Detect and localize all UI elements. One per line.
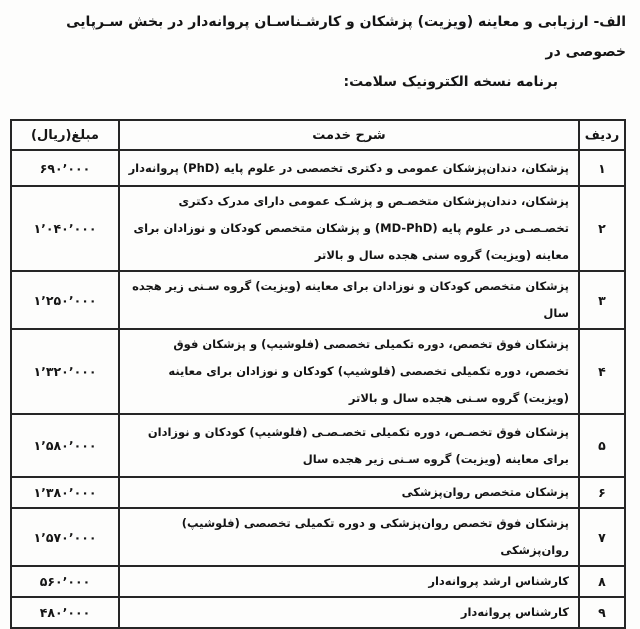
amount-value: ۱٬۵۷۰٬۰۰۰ <box>33 529 97 545</box>
cell-service-description: پزشکان فوق تخصص روان‌پزشکی و دوره تکمیلی تخصصی (فلوشیپ) روان‌پزشکی <box>119 508 579 566</box>
cell-amount <box>11 414 119 477</box>
table-row <box>11 508 625 566</box>
amount-value: ۴۸۰٬۰۰۰ <box>39 605 91 620</box>
cell-amount <box>11 566 119 597</box>
table-row <box>11 414 625 477</box>
table-row <box>11 329 625 414</box>
header-cell-amount: مبلغ(ریال) <box>11 120 119 150</box>
cell-row-number: ۱ <box>579 150 625 186</box>
amount-value: ۱٬۳۸۰٬۰۰۰ <box>33 485 97 500</box>
cell-amount <box>11 329 119 414</box>
tariff-table <box>10 119 626 629</box>
cell-service-description: کارشناس ارشد پروانه‌دار <box>119 566 579 597</box>
cell-amount <box>11 597 119 628</box>
cell-service-description: کارشناس پروانه‌دار <box>119 597 579 628</box>
amount-value: ۱٬۵۸۰٬۰۰۰ <box>33 438 97 453</box>
cell-amount <box>11 271 119 329</box>
table-row <box>11 271 625 329</box>
cell-amount <box>11 477 119 508</box>
cell-row-number: ۵ <box>579 414 625 477</box>
cell-row-number: ۹ <box>579 597 625 628</box>
title-line-1 <box>10 7 626 67</box>
page-title <box>10 7 626 97</box>
title-section-label: الف- <box>593 14 626 30</box>
title-text: ارزیابی و معاینه (ویزیت) پزشکان و کارشـناسـان پروانه‌دار در بخش سـرپایی خصوصی در <box>66 14 626 60</box>
cell-service-description: پزشکان فوق تخصص، دوره تکمیلی تخصصی (فلوشیپ) و پزشکان فوق تخصص، دوره تکمیلی تخصصی (فلوشیپ) کودکان و نوزادان برای معاینه (ویزیت) گروه سـنی هجده سال و بالاتر <box>119 329 579 414</box>
table-row <box>11 150 625 186</box>
cell-amount <box>11 186 119 271</box>
table-header-row <box>11 120 625 150</box>
table-row <box>11 186 625 271</box>
cell-row-number: ۲ <box>579 186 625 271</box>
cell-amount <box>11 508 119 566</box>
header-cell-row-number: ردیف <box>579 120 625 150</box>
amount-value: ۱٬۲۵۰٬۰۰۰ <box>33 292 97 308</box>
cell-row-number: ۷ <box>579 508 625 566</box>
cell-service-description: پزشکان متخصص کودکان و نوزادان برای معاینه (ویزیت) گروه سـنی زیر هجده سال <box>119 271 579 329</box>
cell-service-description: پزشکان، دندان‌پزشکان متخصـص و پزشـک عمومی دارای مدرک دکتری تخصـصـی در علوم پایه (MD-PhD) و پزشکان متخصص کودکان و نوزادان برای معاینه (ویزیت) گروه سنی هجده سال و بالاتر <box>119 186 579 271</box>
table-row <box>11 477 625 508</box>
title-line-2: برنامه نسخه الکترونیک سلامت: <box>343 74 558 90</box>
amount-value: ۱٬۰۴۰٬۰۰۰ <box>33 221 97 236</box>
header-cell-service: شرح خدمت <box>119 120 579 150</box>
cell-service-description: پزشکان، دندان‌پزشکان عمومی و دکتری تخصصی در علوم پایه (PhD) پروانه‌دار <box>119 150 579 186</box>
amount-value: ۵۶۰٬۰۰۰ <box>39 574 91 589</box>
amount-value: ۱٬۳۲۰٬۰۰۰ <box>33 364 97 379</box>
cell-row-number: ۳ <box>579 271 625 329</box>
table-row <box>11 597 625 628</box>
cell-amount <box>11 150 119 186</box>
cell-service-description: پزشکان فوق تخصـص، دوره تکمیلی تخصـصـی (فلوشیپ) کودکان و نوزادان برای معاینه (ویزیت) گروه سـنی زیر هجده سال <box>119 414 579 477</box>
cell-row-number: ۸ <box>579 566 625 597</box>
cell-row-number: ۶ <box>579 477 625 508</box>
table-row <box>11 566 625 597</box>
amount-value: ۶۹۰٬۰۰۰ <box>39 160 91 176</box>
cell-service-description: پزشکان متخصص روان‌پزشکی <box>119 477 579 508</box>
cell-row-number: ۴ <box>579 329 625 414</box>
